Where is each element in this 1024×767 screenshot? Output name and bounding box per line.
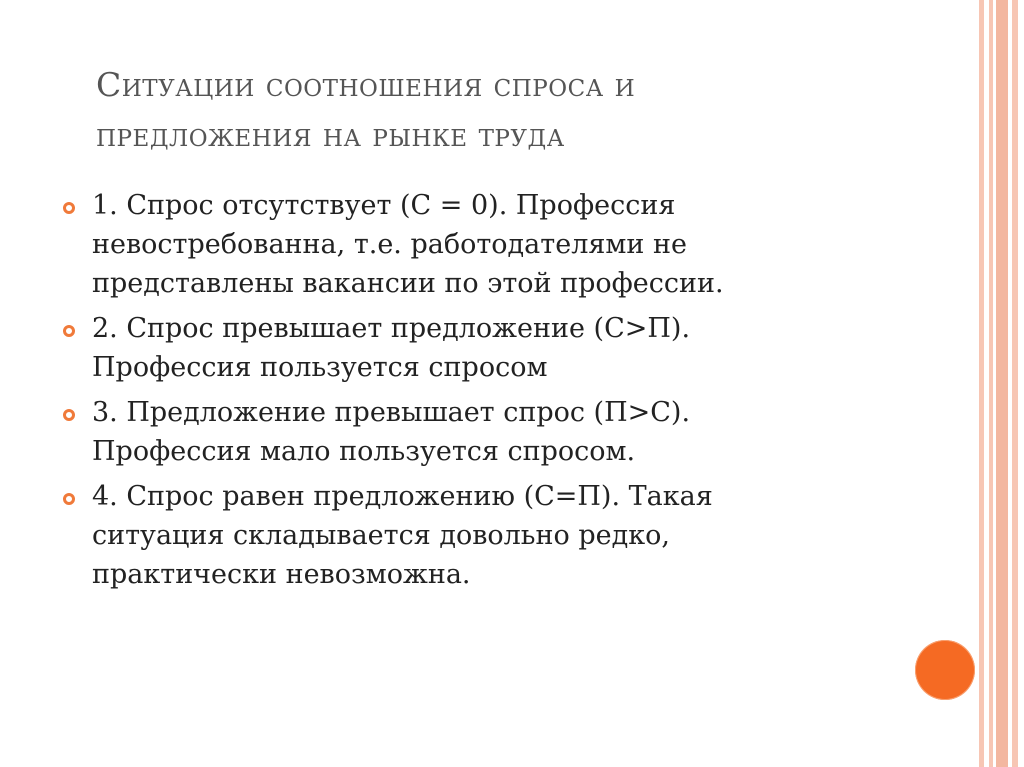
bullet-text-line: 2. Спрос превышает предложение (С>П). — [92, 313, 691, 344]
decorative-stripe — [996, 0, 1008, 767]
bullet-circle-icon — [63, 325, 75, 337]
bullet-text-line: невостребованна, т.е. работодателями не — [92, 229, 687, 260]
bullet-item — [60, 309, 920, 387]
bullet-circle-icon — [63, 202, 75, 214]
bullet-text-line: практически невозможна. — [92, 559, 471, 590]
bullet-text-line: 3. Предложение превышает спрос (П>С). — [92, 397, 691, 428]
bullet-text-line: Профессия мало пользуется спросом. — [92, 436, 636, 467]
bullet-circle-icon — [63, 409, 75, 421]
bullet-item — [60, 393, 920, 471]
decorative-stripe — [989, 0, 993, 767]
decorative-stripe — [979, 0, 984, 767]
bullet-text-line: 1. Спрос отсутствует (С = 0). Профессия — [92, 190, 676, 221]
bullet-text-line: ситуация складывается довольно редко, — [92, 520, 670, 551]
slide-title-line: Ситуации соотношения спроса и — [96, 65, 636, 104]
bullet-text-line: представлены вакансии по этой профессии. — [92, 268, 724, 299]
decorative-stripe — [1012, 0, 1018, 767]
slide-title-line: предложения на рынке труда — [96, 115, 565, 154]
bullet-item — [60, 477, 920, 594]
slide-title — [96, 60, 936, 160]
bullet-circle-icon — [63, 493, 75, 505]
bullet-text-line: Профессия пользуется спросом — [92, 352, 548, 383]
bullet-item — [60, 186, 920, 303]
bullet-list — [60, 186, 920, 600]
decorative-circle-icon — [915, 640, 975, 700]
bullet-text-line: 4. Спрос равен предложению (С=П). Такая — [92, 481, 713, 512]
